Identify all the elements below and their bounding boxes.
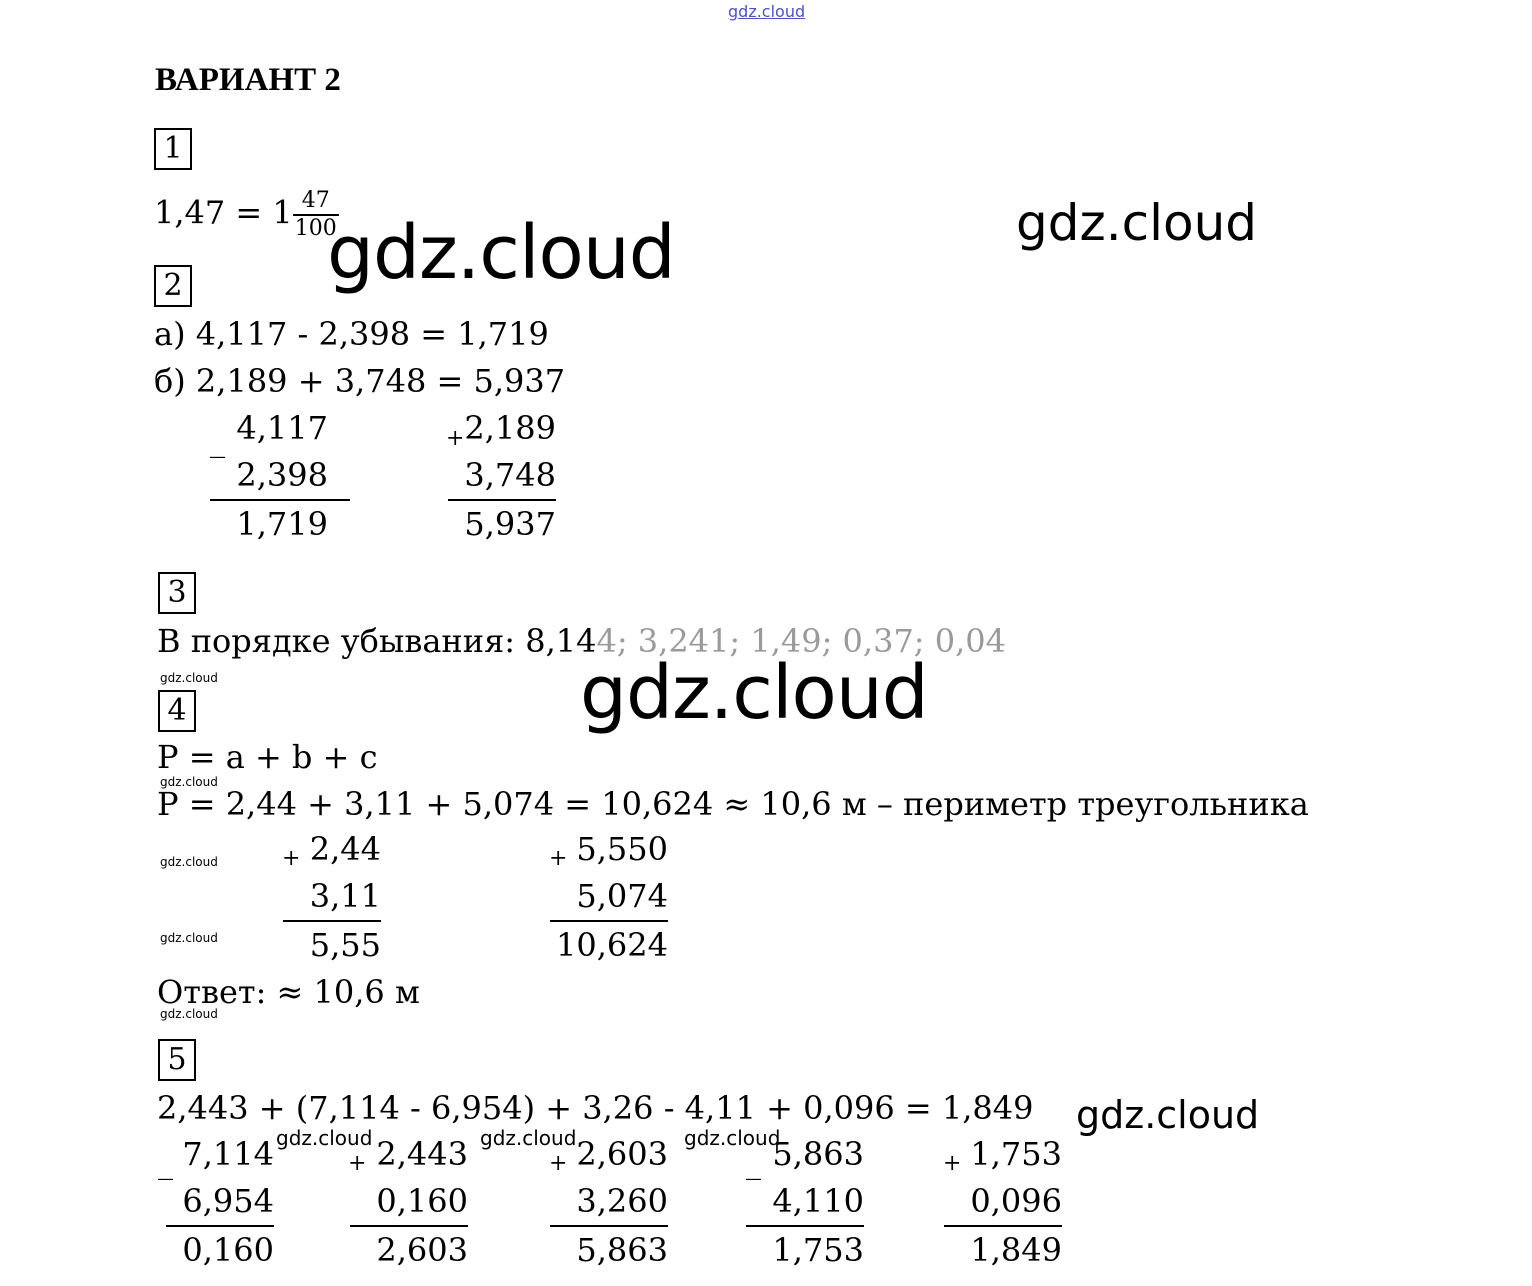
operand-bottom: 3,11 bbox=[283, 873, 381, 922]
task-2-column-1 bbox=[210, 405, 350, 548]
task-5-column-2 bbox=[350, 1131, 468, 1274]
task-5-column-1 bbox=[166, 1131, 274, 1274]
operand-bottom: 0,096 bbox=[944, 1178, 1062, 1227]
operand-bottom: 2,398 bbox=[210, 452, 350, 501]
operand-top: 5,550 bbox=[576, 830, 668, 868]
watermark-small: gdz.cloud bbox=[160, 775, 218, 789]
task-5-column-3 bbox=[550, 1131, 668, 1274]
watermark-small: gdz.cloud bbox=[480, 1126, 577, 1150]
operand-top: 2,189 bbox=[464, 409, 556, 447]
result: 2,603 bbox=[376, 1231, 468, 1269]
operand-top: 7,114 bbox=[182, 1135, 274, 1173]
task-5-column-4 bbox=[746, 1131, 864, 1274]
operand-bottom: 5,074 bbox=[550, 873, 668, 922]
fraction-denominator: 100 bbox=[294, 216, 337, 241]
operand-top: 1,753 bbox=[970, 1135, 1062, 1173]
watermark-right: gdz.cloud bbox=[1076, 1093, 1260, 1137]
task-2-col1-sign: _ bbox=[210, 424, 225, 459]
result: 5,937 bbox=[464, 505, 556, 543]
operand-bottom: 6,954 bbox=[166, 1178, 274, 1227]
task-5-column-5 bbox=[944, 1131, 1062, 1274]
task-1-lhs: 1,47 = 1 bbox=[154, 193, 293, 232]
watermark-large: gdz.cloud bbox=[580, 650, 928, 736]
task-3-number: 3 bbox=[158, 572, 196, 614]
task-4-col1-sign: + bbox=[282, 846, 301, 871]
task-1-equation bbox=[154, 188, 339, 242]
task-5-col4-sign: _ bbox=[746, 1146, 761, 1181]
watermark-small: gdz.cloud bbox=[276, 1126, 373, 1150]
task-4-column-1 bbox=[283, 826, 381, 969]
watermark-small: gdz.cloud bbox=[160, 855, 218, 869]
watermark-small: gdz.cloud bbox=[160, 931, 218, 945]
operand-top: 2,603 bbox=[576, 1135, 668, 1173]
task-1-number: 1 bbox=[154, 128, 192, 170]
task-3-text-part1: В порядке убывания: 8,14 bbox=[157, 622, 597, 660]
watermark-small: gdz.cloud bbox=[684, 1126, 781, 1150]
task-4-line: P = 2,44 + 3,11 + 5,074 = 10,624 ≈ 10,6 м – периметр треугольника bbox=[157, 785, 1309, 823]
task-2-line-b: б) 2,189 + 3,748 = 5,937 bbox=[154, 362, 566, 400]
result: 5,55 bbox=[309, 926, 381, 964]
watermark-top-link[interactable]: gdz.cloud bbox=[728, 2, 806, 21]
watermark-small: gdz.cloud bbox=[160, 1007, 218, 1021]
task-3-text-part2: 4; 3,241; 1,49; 0,37; 0,04 bbox=[596, 622, 1006, 660]
operand-top: 2,443 bbox=[376, 1135, 468, 1173]
task-4-column-2 bbox=[550, 826, 668, 969]
operand-top: 4,117 bbox=[236, 409, 328, 447]
operand-bottom: 4,110 bbox=[746, 1178, 864, 1227]
operand-top: 2,44 bbox=[309, 830, 381, 868]
operand-bottom: 3,260 bbox=[550, 1178, 668, 1227]
task-5-col3-sign: + bbox=[549, 1151, 568, 1176]
task-5-col5-sign: + bbox=[943, 1151, 962, 1176]
fraction-numerator: 47 bbox=[293, 188, 339, 216]
result: 1,719 bbox=[236, 505, 328, 543]
task-5-col1-sign: _ bbox=[158, 1146, 173, 1181]
operand-bottom: 0,160 bbox=[350, 1178, 468, 1227]
task-5-number: 5 bbox=[158, 1039, 196, 1081]
task-4-number: 4 bbox=[158, 690, 196, 732]
task-2-col2-sign: + bbox=[446, 426, 465, 451]
task-2-column-2 bbox=[448, 405, 556, 548]
watermark-small: gdz.cloud bbox=[160, 671, 218, 685]
watermark-right: gdz.cloud bbox=[1016, 194, 1258, 252]
task-5-col2-sign: + bbox=[348, 1151, 367, 1176]
task-4-formula: P = a + b + c bbox=[157, 738, 378, 776]
result: 1,849 bbox=[970, 1231, 1062, 1269]
result: 0,160 bbox=[182, 1231, 274, 1269]
task-2-line-a: а) 4,117 - 2,398 = 1,719 bbox=[154, 315, 549, 353]
task-5-line: 2,443 + (7,114 - 6,954) + 3,26 - 4,11 + 0,096 = 1,849 bbox=[157, 1089, 1034, 1127]
result: 10,624 bbox=[556, 926, 668, 964]
operand-top: 5,863 bbox=[772, 1135, 864, 1173]
watermark-large: gdz.cloud bbox=[327, 210, 675, 296]
task-4-answer: Ответ: ≈ 10,6 м bbox=[157, 973, 420, 1011]
result: 1,753 bbox=[772, 1231, 864, 1269]
task-4-col2-sign: + bbox=[549, 846, 568, 871]
result: 5,863 bbox=[576, 1231, 668, 1269]
task-2-number: 2 bbox=[154, 265, 192, 307]
page-title: ВАРИАНТ 2 bbox=[155, 62, 341, 98]
operand-bottom: 3,748 bbox=[448, 452, 556, 501]
